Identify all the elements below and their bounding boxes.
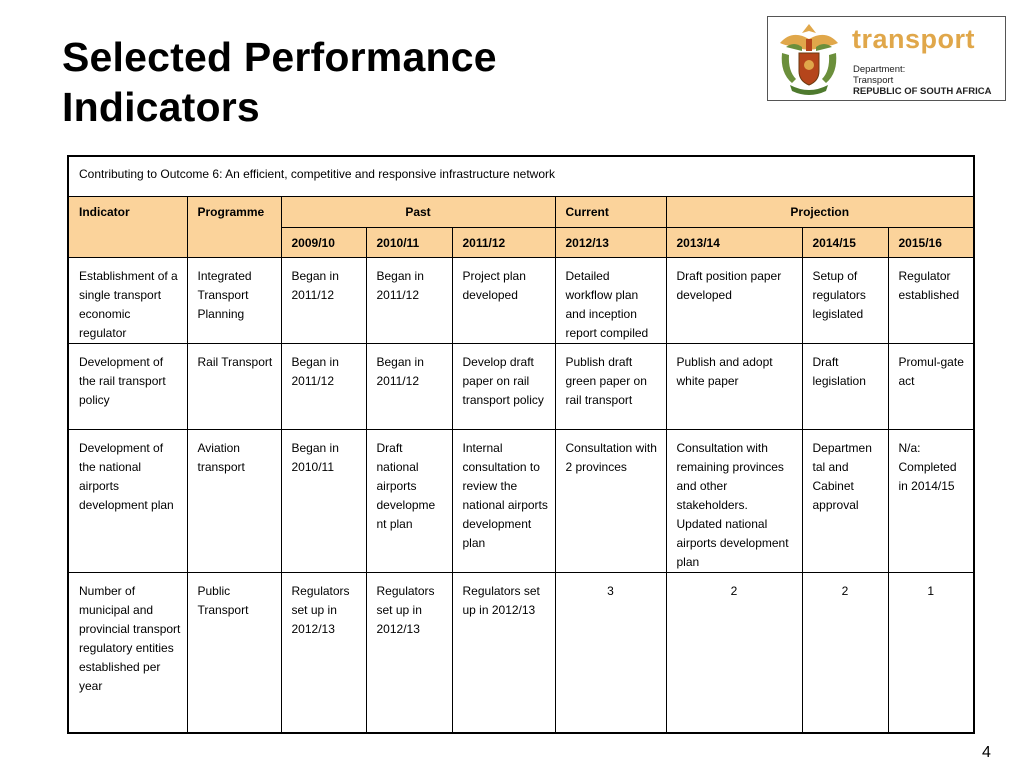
logo-department (853, 65, 905, 86)
logo-brand-text: transport (852, 24, 976, 54)
value-cell: Internal consultation to review the national airports development plan (452, 430, 555, 573)
value-cell: N/a: Completed in 2014/15 (888, 430, 974, 573)
value-cell: Consultation with remaining provinces and other stakeholders. Updated national airports development plan (666, 430, 802, 573)
programme-cell: Aviation transport (187, 430, 281, 573)
page-number: 4 (982, 744, 991, 761)
table-row (68, 258, 974, 344)
year-header: 2009/10 (281, 228, 366, 258)
value-cell: Draft position paper developed (666, 258, 802, 344)
value-cell: Setup of regulators legislated (802, 258, 888, 344)
performance-indicators-table (67, 155, 975, 734)
value-cell: Began in 2011/12 (281, 344, 366, 430)
header-current: Current (555, 197, 666, 228)
value-cell: 2 (802, 573, 888, 734)
value-cell: 3 (555, 573, 666, 734)
value-cell: Regulators set up in 2012/13 (366, 573, 452, 734)
outcome-text: Contributing to Outcome 6: An efficient, competitive and responsive infrastructure network (68, 156, 974, 197)
logo-dept-line1: Department: (853, 64, 906, 75)
value-cell: Project plan developed (452, 258, 555, 344)
value-cell: 1 (888, 573, 974, 734)
header-past: Past (281, 197, 555, 228)
value-cell: Began in 2010/11 (281, 430, 366, 573)
outcome-row (68, 156, 974, 197)
value-cell: Draft national airports developme nt plan (366, 430, 452, 573)
value-cell: Publish draft green paper on rail transport (555, 344, 666, 430)
logo-dept-line2: Transport (853, 74, 894, 86)
year-header: 2011/12 (452, 228, 555, 258)
value-cell: Detailed workflow plan and inception report compiled (555, 258, 666, 344)
value-cell: Develop draft paper on rail transport policy (452, 344, 555, 430)
value-cell: Regulators set up in 2012/13 (281, 573, 366, 734)
year-header: 2010/11 (366, 228, 452, 258)
year-header: 2014/15 (802, 228, 888, 258)
value-cell: Began in 2011/12 (366, 258, 452, 344)
year-header: 2015/16 (888, 228, 974, 258)
department-logo (767, 16, 1006, 101)
year-header: 2012/13 (555, 228, 666, 258)
value-cell: Promul-gate act (888, 344, 974, 430)
year-header: 2013/14 (666, 228, 802, 258)
table-row (68, 430, 974, 573)
indicator-cell: Development of the national airports development plan (68, 430, 187, 573)
programme-cell: Rail Transport (187, 344, 281, 430)
header-projection: Projection (666, 197, 974, 228)
value-cell: Began in 2011/12 (281, 258, 366, 344)
programme-cell: Integrated Transport Planning (187, 258, 281, 344)
coat-of-arms-icon (772, 21, 846, 97)
indicator-cell: Establishment of a single transport economic regulator (68, 258, 187, 344)
logo-country: REPUBLIC OF SOUTH AFRICA (853, 86, 992, 97)
value-cell: Departmen tal and Cabinet approval (802, 430, 888, 573)
table-row (68, 344, 974, 430)
value-cell: Publish and adopt white paper (666, 344, 802, 430)
value-cell: 2 (666, 573, 802, 734)
value-cell: Began in 2011/12 (366, 344, 452, 430)
value-cell: Draft legislation (802, 344, 888, 430)
slide-title: Selected Performance Indicators (62, 34, 497, 130)
header-row (68, 197, 974, 228)
programme-cell: Public Transport (187, 573, 281, 734)
value-cell: Regulators set up in 2012/13 (452, 573, 555, 734)
value-cell: Regulator established (888, 258, 974, 344)
value-cell: Consultation with 2 provinces (555, 430, 666, 573)
indicator-cell: Number of municipal and provincial transport regulatory entities established per year (68, 573, 187, 734)
indicator-cell: Development of the rail transport policy (68, 344, 187, 430)
header-programme: Programme (187, 197, 281, 258)
table-row (68, 573, 974, 734)
header-indicator: Indicator (68, 197, 187, 258)
